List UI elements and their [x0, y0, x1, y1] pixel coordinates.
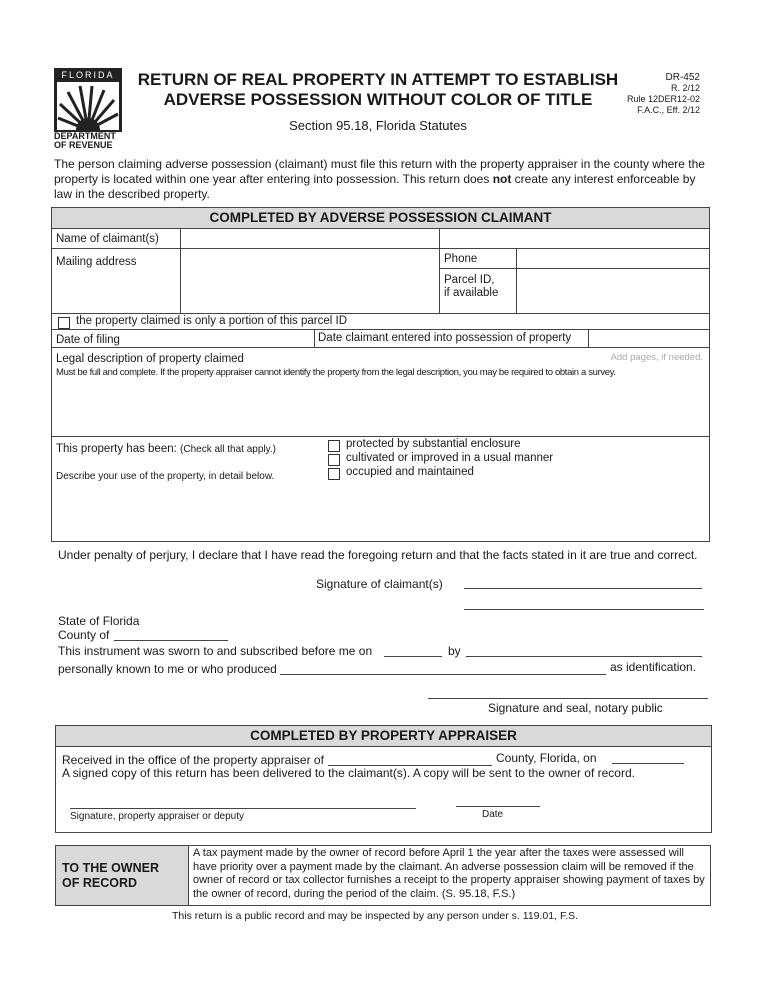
appraiser-date-label: Date — [482, 809, 504, 820]
sunburst-icon — [54, 68, 122, 132]
appraiser-signature-line[interactable] — [70, 808, 416, 809]
florida-dor-logo — [54, 68, 122, 150]
owner-heading-2: OF RECORD — [62, 876, 137, 890]
signature-claimant-line-1[interactable] — [464, 588, 702, 589]
perjury-statement: Under penalty of perjury, I declare that I have read the foregoing return and that the facts stated in it are true and correct. — [58, 548, 698, 562]
notary-label: Signature and seal, notary public — [488, 701, 663, 715]
logo-block — [54, 68, 122, 132]
notary-signature-line[interactable] — [428, 698, 708, 699]
state-label: State of Florida — [58, 614, 140, 628]
form-revision: R. 2/12 — [670, 83, 700, 93]
signed-copy-note: A signed copy of this return has been delivered to the claimant(s). A copy will be sent to the owner of record. — [62, 766, 635, 780]
parcel-label-2: if available — [444, 287, 499, 299]
appraiser-signature-label: Signature, property appraiser or deputy — [70, 811, 244, 822]
parcel-id-field[interactable] — [518, 270, 708, 312]
enclosure-checkbox[interactable] — [328, 440, 340, 452]
signature-claimant-label: Signature of claimant(s) — [316, 577, 443, 591]
option-cultivated: cultivated or improved in a usual manner — [346, 452, 554, 464]
statute-reference: Section 95.18, Florida Statutes — [289, 118, 467, 133]
claimant-section-heading: COMPLETED BY ADVERSE POSSESSION CLAIMANT — [52, 208, 709, 229]
logo-department — [54, 132, 116, 150]
county-florida-label: County, Florida, on — [496, 751, 597, 765]
parcel-label — [444, 274, 498, 300]
claimant-section — [51, 207, 710, 542]
intro-paragraph — [54, 157, 710, 202]
county-label: County of — [58, 628, 110, 642]
date-filing-field[interactable] — [142, 330, 312, 346]
by-label: by — [448, 644, 461, 658]
county-line[interactable] — [114, 640, 228, 641]
sworn-by-line[interactable] — [466, 656, 702, 657]
legal-note: Must be full and complete. If the property appraiser cannot identify the property from the legal description, you may be required to obtain a survey. — [56, 367, 616, 378]
date-filing-label: Date of filing — [56, 334, 120, 346]
check-all-note: (Check all that apply.) — [180, 444, 276, 455]
property-label-text: This property has been: — [56, 443, 177, 455]
form-number-block — [618, 72, 700, 116]
name-field[interactable] — [182, 230, 438, 248]
parcel-label-1: Parcel ID, — [444, 274, 495, 286]
mailing-address-field[interactable] — [182, 250, 438, 312]
title-line2: ADVERSE POSSESSION WITHOUT COLOR OF TITLE — [163, 90, 593, 109]
portion-label: the property claimed is only a portion of this parcel ID — [76, 315, 348, 327]
legal-description-field[interactable] — [54, 380, 706, 434]
describe-note: Describe your use of the property, in detail below. — [56, 471, 275, 482]
legal-label: Legal description of property claimed — [56, 353, 244, 365]
phone-label: Phone — [444, 253, 478, 265]
occupied-checkbox[interactable] — [328, 468, 340, 480]
intro-text-2: create any interest enforceable by law in the described property. — [54, 172, 696, 201]
property-label — [56, 443, 276, 455]
intro-text-1: The person claiming adverse possession (claimant) must file this return with the property appraiser in the county where the property is located within one year after entering into possession. This return does — [54, 157, 705, 186]
appraiser-section — [55, 725, 712, 833]
known-label: personally known to me or who produced — [58, 662, 277, 676]
logo-dept-line2: OF REVENUE — [54, 140, 113, 150]
form-title — [128, 70, 628, 110]
portion-checkbox[interactable] — [58, 317, 70, 329]
appraiser-date-line[interactable] — [456, 806, 540, 807]
owner-heading-1: TO THE OWNER — [62, 861, 159, 875]
date-entered-field[interactable] — [590, 330, 708, 346]
identification-line[interactable] — [280, 674, 606, 675]
sworn-label: This instrument was sworn to and subscribed before me on — [58, 644, 373, 658]
form-rule: Rule 12DER12-02 — [626, 94, 700, 104]
add-pages-note: Add pages, if needed. — [610, 352, 703, 363]
phone-field[interactable] — [518, 250, 708, 268]
signature-claimant-line-2[interactable] — [464, 609, 704, 610]
form-number: DR-452 — [665, 72, 700, 83]
sworn-date-line[interactable] — [384, 656, 442, 657]
as-id-label: as identification. — [610, 660, 697, 674]
date-entered-label: Date claimant entered into possession of property — [318, 332, 572, 344]
title-line1: RETURN OF REAL PROPERTY IN ATTEMPT TO ESTABLISH — [137, 70, 619, 89]
owner-heading-cell — [56, 846, 189, 905]
mailing-label: Mailing address — [56, 256, 137, 268]
footer-note: This return is a public record and may be inspected by any person under s. 119.01, F.S. — [172, 910, 579, 922]
use-description-field[interactable] — [54, 488, 706, 538]
owner-notice-box — [55, 845, 711, 906]
owner-notice-text: A tax payment made by the owner of record before April 1 the year after the taxes were assessed will have priority over a payment made by the claimant. An adverse possession claim will be removed if the owner of record or tax collector furnishes a receipt to the property appraiser showing payment of taxes by the owner of record, during the period of the claim. (S. 95.18, F.S.) — [193, 847, 705, 900]
received-label: Received in the office of the property appraiser of — [62, 753, 324, 767]
name-label: Name of claimant(s) — [56, 233, 159, 245]
logo-word: FLORIDA — [61, 70, 115, 80]
option-occupied: occupied and maintained — [346, 466, 474, 478]
appraiser-section-heading: COMPLETED BY PROPERTY APPRAISER — [56, 726, 711, 747]
option-enclosure: protected by substantial enclosure — [346, 438, 521, 450]
form-fac: F.A.C., Eff. 2/12 — [637, 105, 700, 115]
intro-bold-not: not — [492, 172, 512, 186]
logo-dept-line1: DEPARTMENT — [54, 131, 116, 141]
received-date-line[interactable] — [612, 763, 684, 764]
cultivated-checkbox[interactable] — [328, 454, 340, 466]
